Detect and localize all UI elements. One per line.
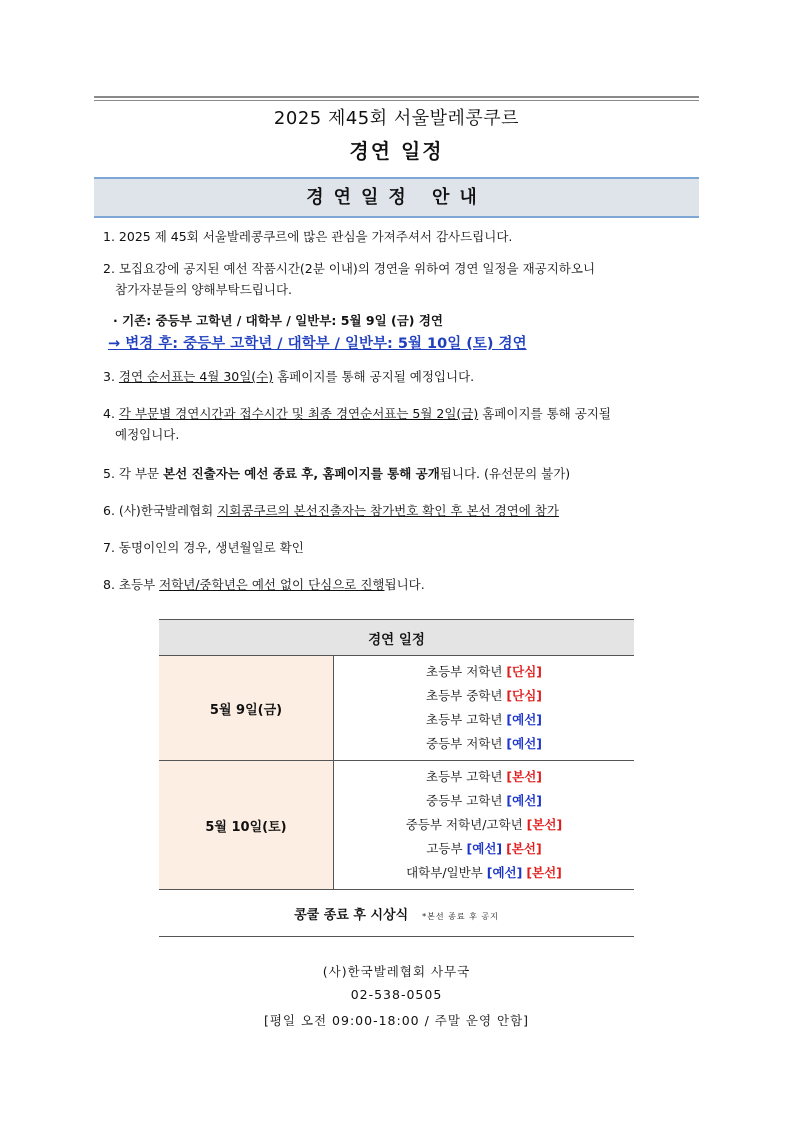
table-row xyxy=(334,813,634,837)
division-name: 고등부 xyxy=(426,841,463,856)
day1-list xyxy=(334,656,635,761)
table-row xyxy=(334,732,634,756)
contact-org: (사)한국발레협회 사무국 xyxy=(322,964,471,979)
award-ceremony-note: *본선 종료 후 공지 xyxy=(422,911,499,921)
item-7 xyxy=(103,537,693,558)
item-6 xyxy=(103,500,693,521)
round-tag: [예선] xyxy=(506,712,542,727)
round-tag: [본선] xyxy=(526,817,563,832)
page-title: 2025 제45회 서울발레콩쿠르 xyxy=(273,108,520,129)
item-underlined-text: 저학년/중학년은 예선 없이 단심으로 진행 xyxy=(159,577,385,592)
item-number: 2. xyxy=(103,261,115,276)
notice-title-box: 경연일정 안내 xyxy=(94,177,699,218)
round-tag: [본선] xyxy=(506,769,542,784)
table-row xyxy=(334,660,634,684)
schedule-table xyxy=(159,619,634,937)
division-name: 초등부 고학년 xyxy=(426,769,503,784)
table-row xyxy=(334,837,634,861)
item-3 xyxy=(103,366,693,387)
item-text: 2025 제 45회 서울발레콩쿠르에 많은 관심을 가져주셔서 감사드립니다. xyxy=(118,229,513,244)
item-text-line2: 참가자분들의 양해부탁드립니다. xyxy=(115,282,292,297)
item-number: 8. xyxy=(103,577,115,592)
item-5 xyxy=(103,463,693,484)
item-underlined-text: 경연 순서표는 4월 30일(수) xyxy=(118,369,274,384)
item-text-rest: 됩니다. xyxy=(384,577,425,592)
item-1 xyxy=(103,226,693,247)
item-text: 초등부 xyxy=(118,577,160,592)
day2-date: 5월 10일(토) xyxy=(159,761,334,890)
schedule-footer xyxy=(159,890,634,937)
division-name: 중등부 저학년/고학년 xyxy=(405,817,523,832)
table-row xyxy=(334,708,634,732)
item-number: 1. xyxy=(103,229,115,244)
division-name: 중등부 저학년 xyxy=(426,736,503,751)
item-number: 3. xyxy=(103,369,115,384)
day1-date: 5월 9일(금) xyxy=(159,656,334,761)
item-text-line2: 예정입니다. xyxy=(115,427,180,442)
table-row xyxy=(334,861,634,885)
item-text: 모집요강에 공지된 예선 작품시간(2분 이내)의 경연을 위하여 경연 일정을 재공지하오니 xyxy=(118,261,596,276)
table-row xyxy=(334,684,634,708)
round-tag: [예선] xyxy=(506,793,542,808)
round-tag: [예선] xyxy=(466,841,503,856)
item-number: 4. xyxy=(103,406,115,421)
item-bold-text: 본선 진출자는 예선 종료 후, 홈페이지를 통해 공개 xyxy=(163,466,440,481)
item-number: 7. xyxy=(103,540,115,555)
division-name: 중등부 고학년 xyxy=(426,793,503,808)
schedule-header: 경연 일정 xyxy=(159,620,634,656)
division-name: 대학부/일반부 xyxy=(406,865,483,880)
item-2 xyxy=(103,258,693,300)
item-number: 6. xyxy=(103,503,115,518)
division-name: 초등부 저학년 xyxy=(426,664,503,679)
page-subtitle: 경연 일정 xyxy=(349,139,444,163)
item-underlined-text: 지회콩쿠르의 본선진출자는 참가번호 확인 후 본선 경연에 참가 xyxy=(217,503,559,518)
item-text: 홈페이지를 통해 공지될 xyxy=(478,406,611,421)
item-underlined-text: 각 부문별 경연시간과 접수시간 및 최종 경연순서표는 5월 2일(금) xyxy=(118,406,479,421)
item-8 xyxy=(103,574,693,595)
table-row xyxy=(334,789,634,813)
award-ceremony-label: 콩쿨 종료 후 시상식 xyxy=(294,907,409,923)
item-text: (사)한국발레협회 xyxy=(118,503,218,518)
contact-phone: 02-538-0505 xyxy=(350,987,443,1002)
round-tag: [예선] xyxy=(486,865,523,880)
table-row xyxy=(334,765,634,789)
contact-hours: [평일 오전 09:00-18:00 / 주말 운영 안함] xyxy=(263,1013,530,1028)
item-text: 홈페이지를 통해 공지될 예정입니다. xyxy=(273,369,475,384)
round-tag: [본선] xyxy=(506,841,542,856)
item-text: 동명이인의 경우, 생년월일로 확인 xyxy=(118,540,304,555)
item-4 xyxy=(103,403,693,445)
division-name: 초등부 고학년 xyxy=(426,712,503,727)
schedule-before: · 기존: 중등부 고학년 / 대학부 / 일반부: 5월 9일 (금) 경연 xyxy=(113,313,443,328)
round-tag: [본선] xyxy=(526,865,562,880)
item-text: 각 부문 xyxy=(118,466,164,481)
round-tag: [단심] xyxy=(506,664,542,679)
top-double-rule xyxy=(94,96,699,101)
division-name: 초등부 중학년 xyxy=(426,688,503,703)
round-tag: [예선] xyxy=(506,736,542,751)
round-tag: [단심] xyxy=(506,688,542,703)
day2-list xyxy=(334,761,635,890)
item-number: 5. xyxy=(103,466,115,481)
item-text-rest: 됩니다. (유선문의 불가) xyxy=(439,466,571,481)
schedule-after: → 변경 후: 중등부 고학년 / 대학부 / 일반부: 5월 10일 (토) 경연 xyxy=(108,336,527,352)
